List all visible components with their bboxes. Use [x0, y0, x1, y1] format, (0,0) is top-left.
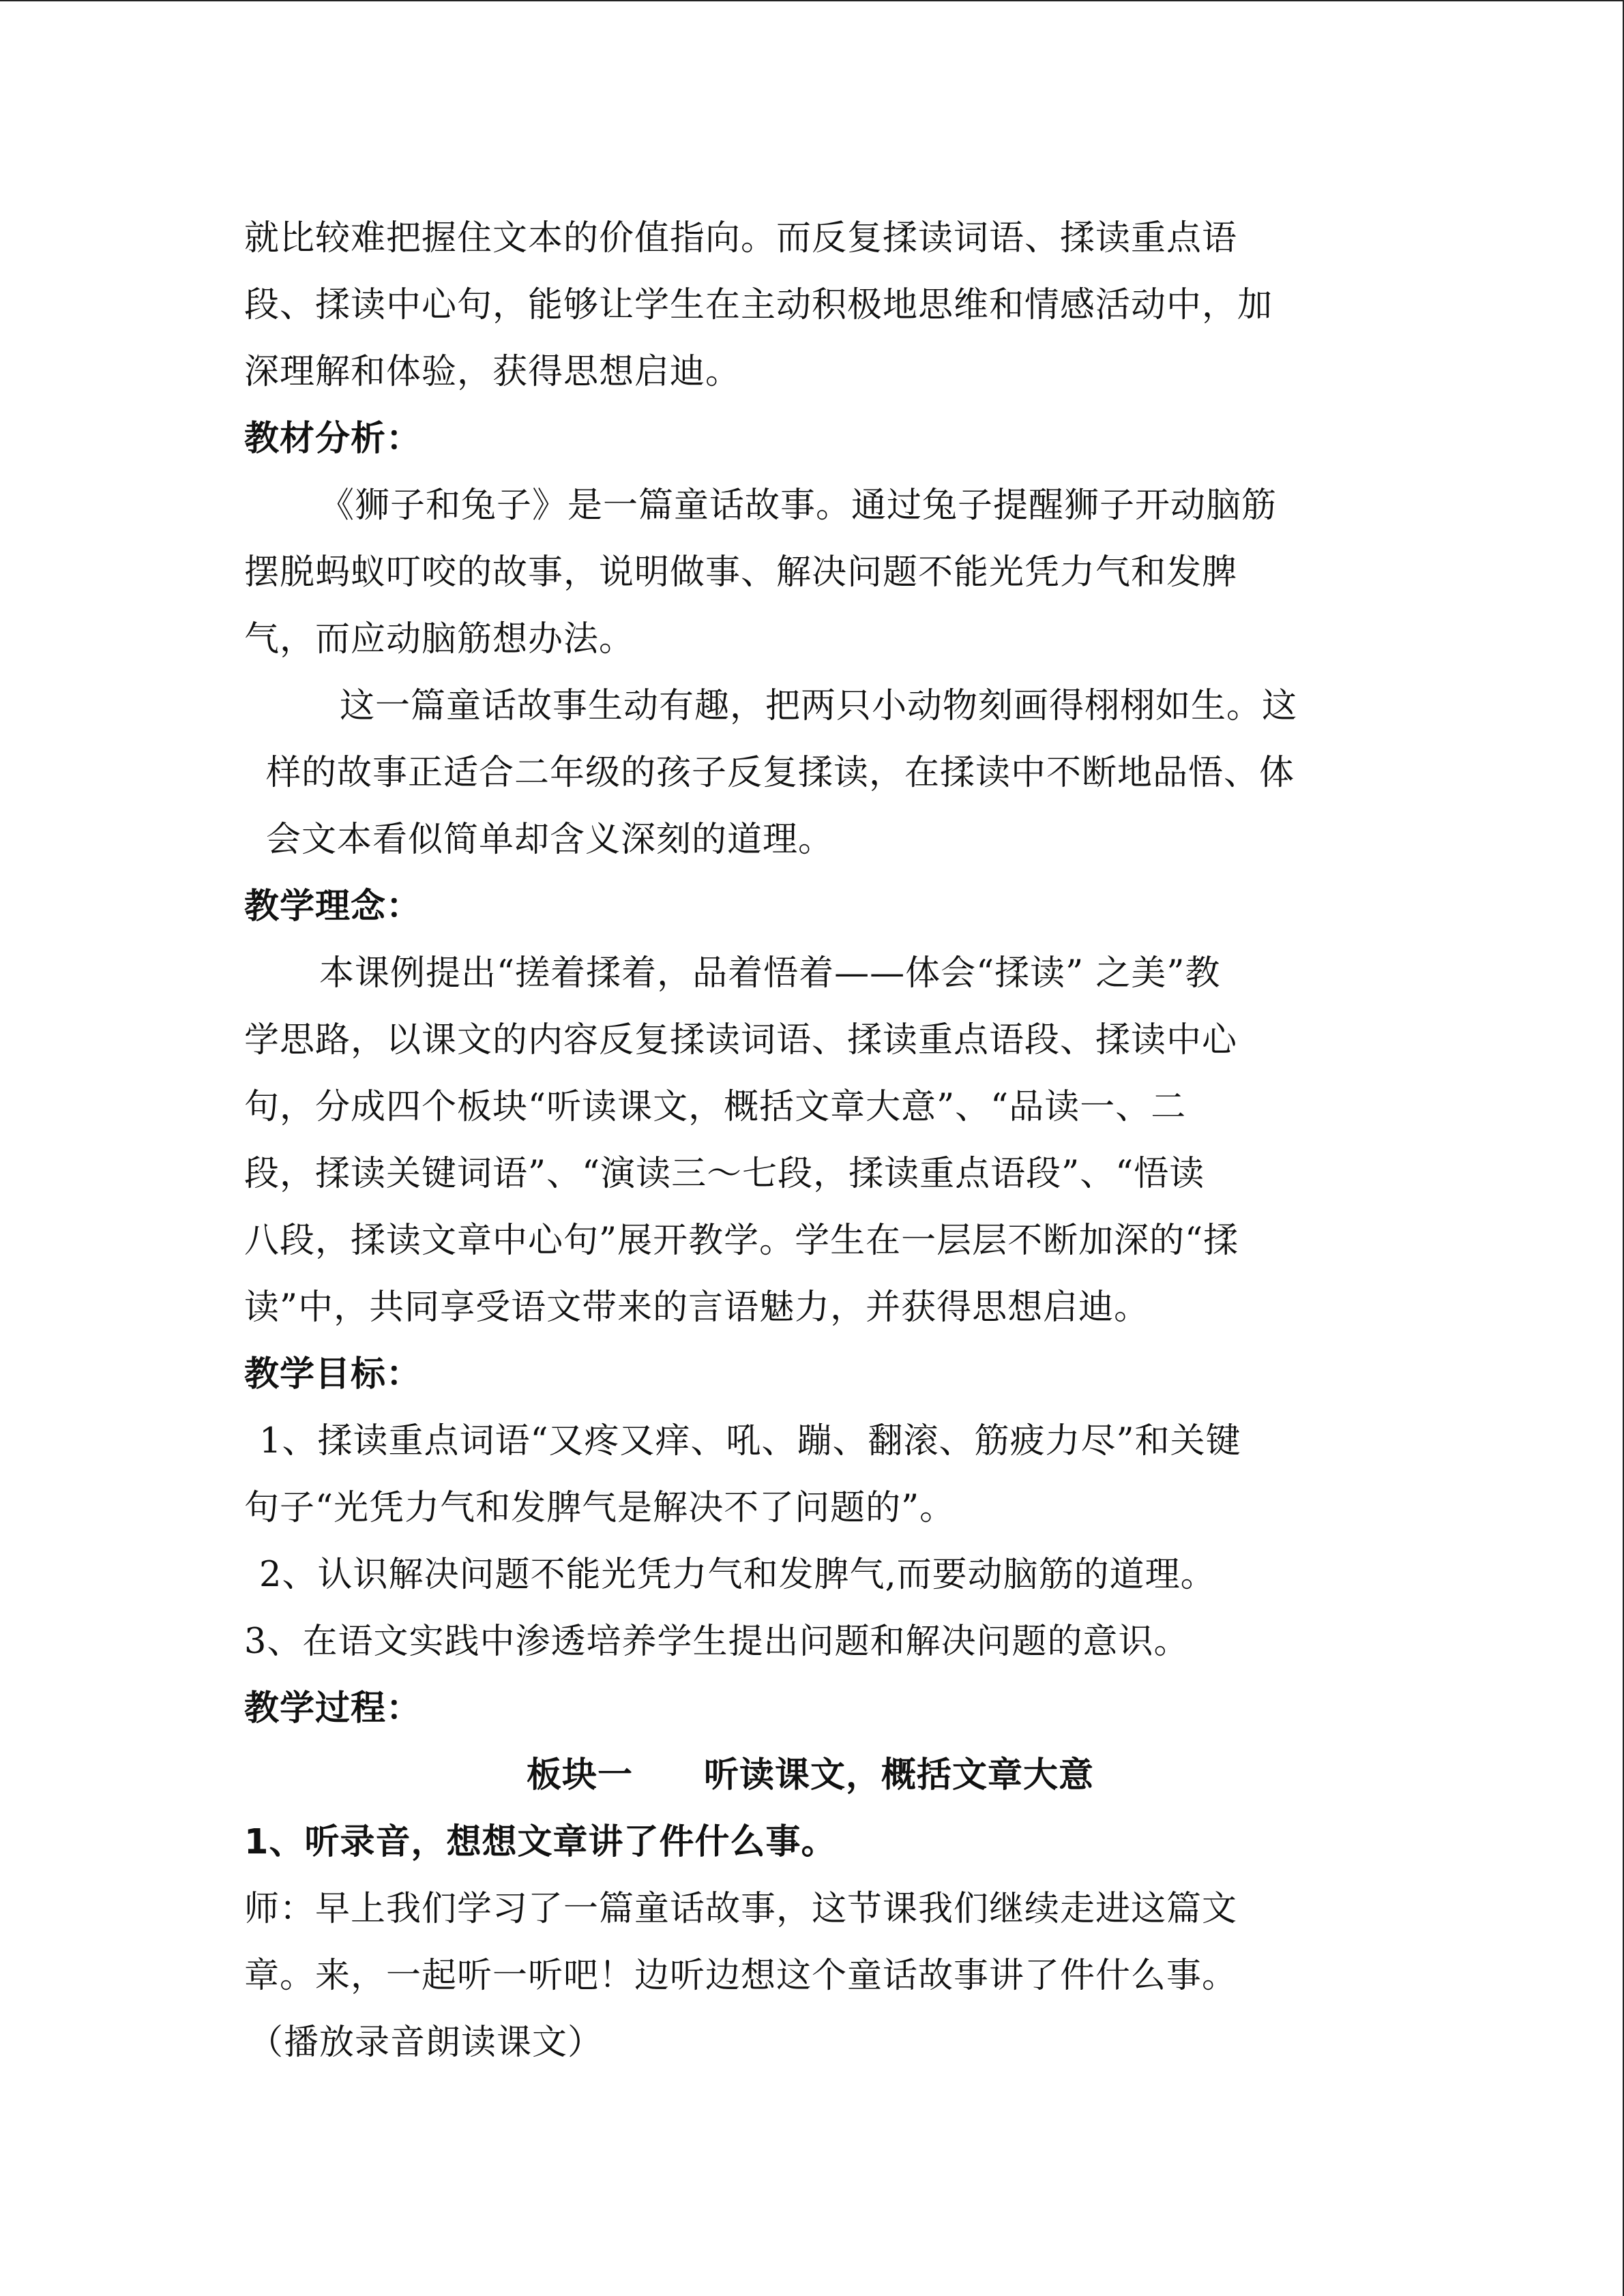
teacher-line-1: 师：早上我们学习了一篇童话故事，这节课我们继续走进这篇文	[244, 1889, 1238, 1929]
heading-teaching-concept: 教学理念：	[244, 886, 422, 927]
concept-line-6: 读”中，共同享受语文带来的言语魅力，并获得思想启迪。	[244, 1287, 1150, 1328]
concept-line-3: 句，分成四个板块“听读课文，概括文章大意”、“品读一、二	[244, 1087, 1187, 1127]
material-p1-line-1: 《狮子和兔子》是一篇童话故事。通过兔子提醒狮子开动脑筋	[319, 486, 1278, 526]
goal-line-2: 句子“光凭力气和发脾气是解决不了问题的”。	[244, 1488, 956, 1528]
step-one-title: 1、听录音，想想文章讲了件什么事。	[244, 1822, 837, 1862]
page-top-border	[0, 0, 1624, 1]
material-p2-line-1: 这一篇童话故事生动有趣，把两只小动物刻画得栩栩如生。这	[340, 686, 1298, 726]
material-p2-line-3: 会文本看似简单却含义深刻的道理。	[266, 820, 834, 860]
concept-line-1: 本课例提出“搓着揉着，品着悟着——体会“揉读” 之美”教	[319, 953, 1221, 994]
goal-line-4: 3、在语文实践中渗透培养学生提出问题和解决问题的意识。	[244, 1622, 1190, 1662]
heading-teaching-goals: 教学目标：	[244, 1354, 422, 1395]
teacher-line-2: 章。来，一起听一听吧！边听边想这个童话故事讲了件什么事。	[244, 1956, 1238, 1996]
intro-line-3: 深理解和体验，获得思想启迪。	[244, 352, 741, 392]
goal-line-1: 1、揉读重点词语“又疼又痒、吼、蹦、翻滚、筋疲力尽”和关键	[259, 1421, 1241, 1461]
concept-line-4: 段，揉读关键词语”、“演读三～七段，揉读重点语段”、“悟读	[244, 1154, 1205, 1194]
teacher-line-3: （播放录音朗读课文）	[248, 2023, 604, 2063]
heading-teaching-process: 教学过程：	[244, 1688, 422, 1729]
material-p2-line-2: 样的故事正适合二年级的孩子反复揉读，在揉读中不断地品悟、体	[266, 753, 1295, 793]
concept-line-5: 八段，揉读文章中心句”展开教学。学生在一层层不断加深的“揉	[244, 1221, 1239, 1261]
intro-line-1: 就比较难把握住文本的价值指向。而反复揉读词语、揉读重点语	[244, 218, 1238, 258]
concept-line-2: 学思路，以课文的内容反复揉读词语、揉读重点语段、揉读中心	[244, 1020, 1238, 1060]
goal-line-3: 2、认识解决问题不能光凭力气和发脾气,而要动脑筋的道理。	[259, 1555, 1216, 1595]
heading-material-analysis: 教材分析：	[244, 419, 422, 459]
material-p1-line-3: 气，而应动脑筋想办法。	[244, 619, 635, 659]
block-one-title: 板块一 听读课文，概括文章大意	[526, 1755, 1094, 1795]
material-p1-line-2: 摆脱蚂蚁叮咬的故事，说明做事、解决问题不能光凭力气和发脾	[244, 552, 1238, 593]
intro-line-2: 段、揉读中心句，能够让学生在主动积极地思维和情感活动中，加	[244, 285, 1273, 325]
